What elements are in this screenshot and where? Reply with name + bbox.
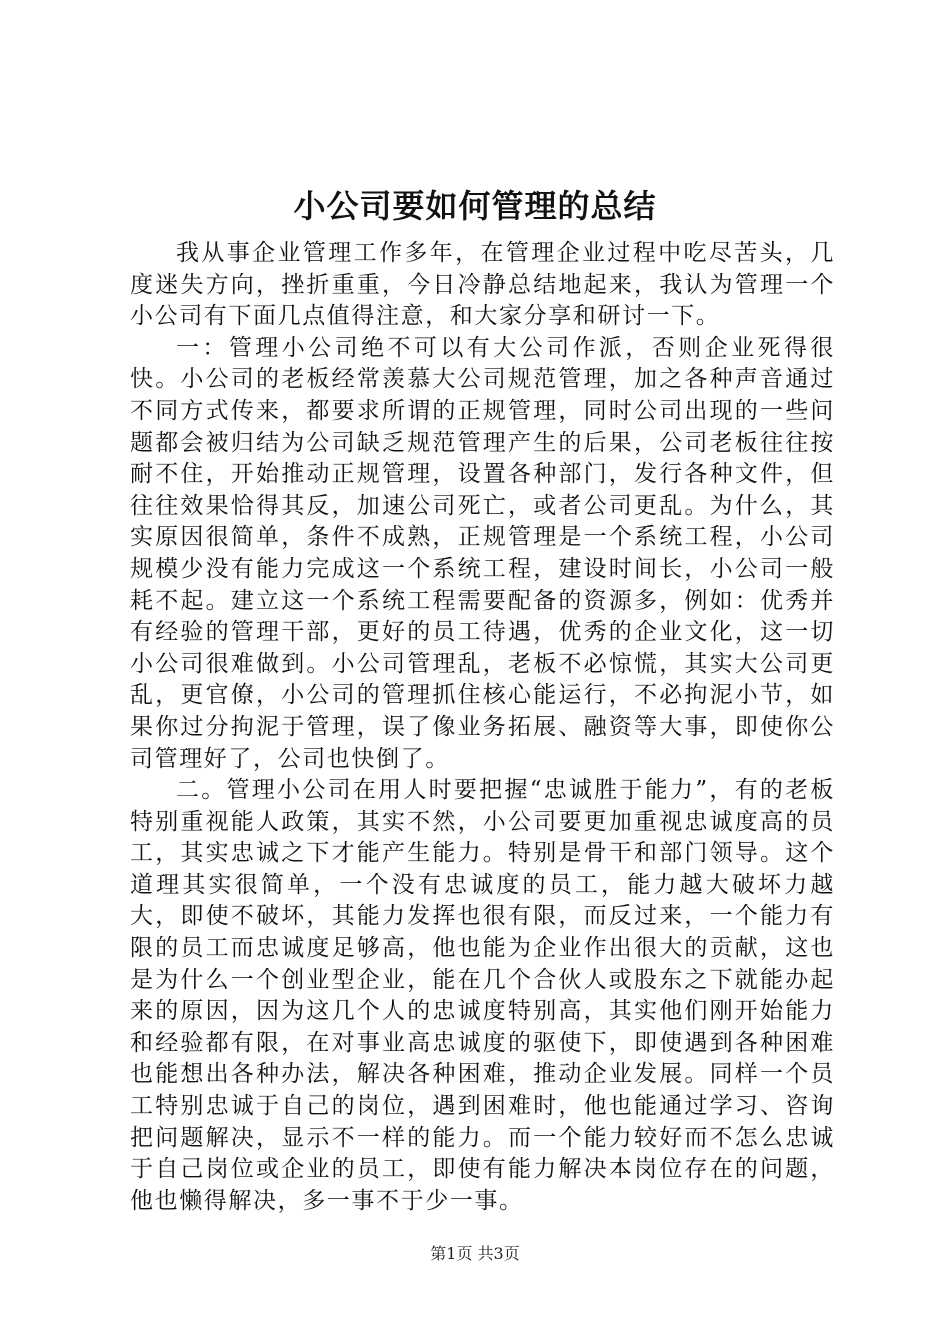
paragraph-point-two: 二。管理小公司在用人时要把握“忠诚胜于能力”，有的老板特别重视能人政策，其实不然，小公司要更加重视忠诚度高的员工，其实忠诚之下才能产生能力。特别是骨干和部门领导。这个道理其实很简单，一个没有忠诚度的员工，能力越大破坏力越大，即使不破坏，其能力发挥也很有限，而反过来，一个能力有限的员工而忠诚度足够高，他也能为企业作出很大的贡献，这也是为什么一个创业型企业，能在几个合伙人或股东之下就能办起来的原因，因为这几个人的忠诚度特别高，其实他们刚开始能力和经验都有限，在对事业高忠诚度的驱使下，即使遇到各种困难也能想出各种办法，解决各种困难，推动企业发展。同样一个员工特别忠诚于自己的岗位，遇到困难时，他也能通过学习、咨询把问题解决，显示不一样的能力。而一个能力较好而不怎么忠诚于自己岗位或企业的员工，即使有能力解决本岗位存在的问题，他也懒得解决，多一事不于少一事。 [130, 777, 835, 1214]
paragraph-intro: 我从事企业管理工作多年，在管理企业过程中吃尽苦头，几度迷失方向，挫折重重，今日冷静总结地起来，我认为管理一个小公司有下面几点值得注意，和大家分享和研讨一下。 [130, 240, 835, 330]
document-body [130, 238, 835, 1217]
page-number-footer: 第1页 共3页 [430, 1244, 520, 1263]
paragraph-point-one: 一：管理小公司绝不可以有大公司作派，否则企业死得很快。小公司的老板经常羡慕大公司规范管理，加之各种声音通过不同方式传来，都要求所谓的正规管理，同时公司出现的一些问题都会被归结为公司缺乏规范管理产生的后果，公司老板往往按耐不住，开始推动正规管理，设置各种部门，发行各种文件，但往往效果恰得其反，加速公司死亡，或者公司更乱。为什么，其实原因很简单，条件不成熟，正规管理是一个系统工程，小公司规模少没有能力完成这一个系统工程，建设时间长，小公司一般耗不起。建立这一个系统工程需要配备的资源多，例如：优秀并有经验的管理干部，更好的员工待遇，优秀的企业文化，这一切小公司很难做到。小公司管理乱，老板不必惊慌，其实大公司更乱，更官僚，小公司的管理抓住核心能运行，不必拘泥小节，如果你过分拘泥于管理，误了像业务拓展、融资等大事，即使你公司管理好了，公司也快倒了。 [130, 334, 835, 772]
document-title: 小公司要如何管理的总结 [293, 187, 657, 225]
